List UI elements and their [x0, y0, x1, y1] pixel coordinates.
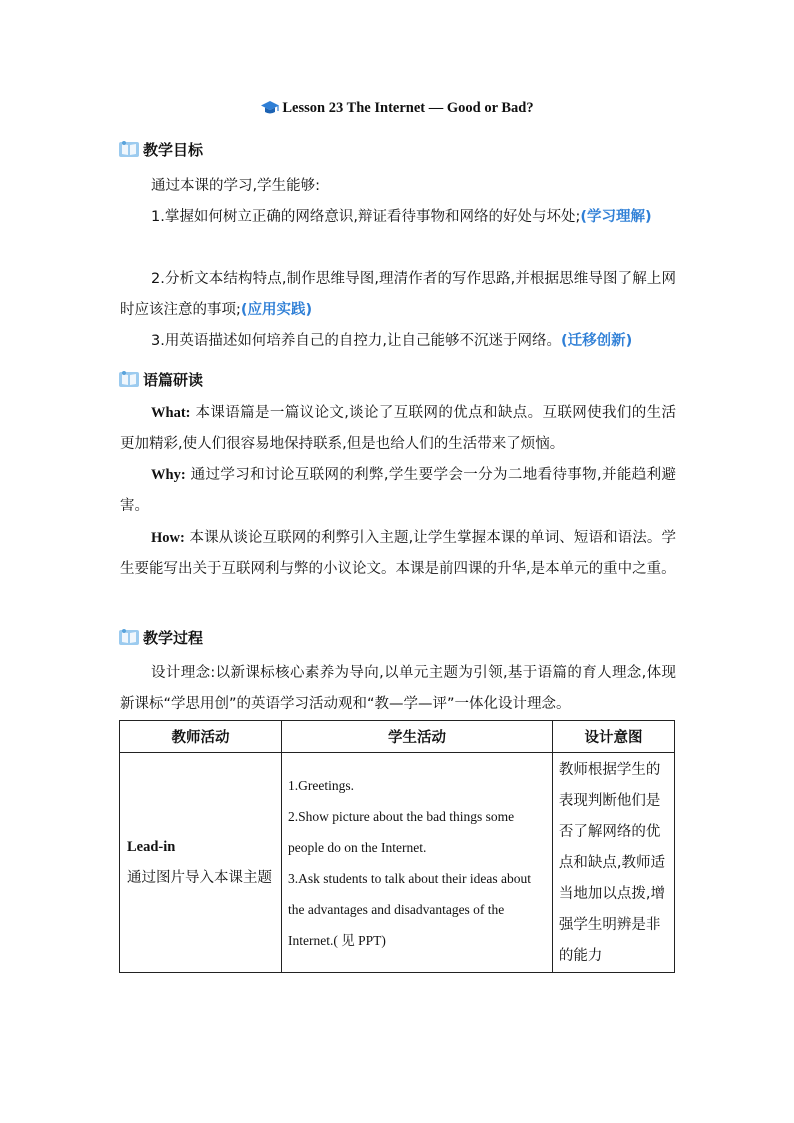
- objective-tag: (迁移创新): [560, 333, 633, 349]
- objective-tag: (应用实践): [240, 302, 313, 318]
- objectives-intro: 通过本课的学习,学生能够:: [151, 178, 320, 194]
- objective-text: 3.用英语描述如何培养自己的自控力,让自己能够不沉迷于网络。: [151, 333, 561, 349]
- analysis-what: [120, 398, 676, 460]
- process-concept: 设计理念:以新课标核心素养为导向,以单元主题为引领,基于语篇的育人理念,体现新课标“学思用创”的英语学习活动观和“教—学—评”一体化设计理念。: [120, 665, 676, 712]
- how-label: How:: [151, 530, 185, 546]
- section-header-objectives: [118, 138, 203, 160]
- design-intent-text: 教师根据学生的表现判断他们是否了解网络的优点和缺点,教师适当地加以点拨,增强学生明辨是非的能力: [558, 762, 666, 964]
- section-book-icon: [118, 628, 140, 646]
- student-activity-item: 2.Show picture about the bad things some people do on the Internet.: [288, 808, 515, 855]
- student-activity-item: 1.Greetings.: [288, 777, 354, 793]
- section-book-icon: [118, 370, 140, 388]
- lesson-title: [0, 100, 794, 117]
- section-book-icon: [118, 140, 140, 158]
- why-text: 通过学习和讨论互联网的利弊,学生要学会一分为二地看待事物,并能趋利避害。: [120, 467, 676, 514]
- table-header-teacher: 教师活动: [120, 721, 282, 753]
- table-header-student: 学生活动: [282, 721, 553, 753]
- teacher-activity-desc: 通过图片导入本课主题: [127, 869, 272, 886]
- lesson-plan-table: [119, 720, 675, 973]
- objective-text: 2.分析文本结构特点,制作思维导图,理清作者的写作思路,并根据思维导图了解上网时应该注意的事项;: [120, 271, 676, 318]
- objective-item-2: [120, 264, 676, 326]
- lesson-title-text: Lesson 23 The Internet — Good or Bad?: [282, 100, 534, 116]
- how-text: 本课从谈论互联网的利弊引入主题,让学生掌握本课的单词、短语和语法。学生要能写出关于互联网利与弊的小议论文。本课是前四课的升华,是本单元的重中之重。: [120, 530, 676, 577]
- student-activity-item: 3.Ask students to talk about their ideas about the advantages and disadvantages of the Internet.( 见 PPT): [288, 870, 531, 948]
- section-header-process: [118, 626, 203, 648]
- why-label: Why:: [151, 467, 186, 483]
- design-intent-cell: [552, 753, 674, 973]
- objective-item-1: [120, 202, 676, 233]
- what-text: 本课语篇是一篇议论文,谈论了互联网的优点和缺点。互联网使我们的生活更加精彩,使人们很容易地保持联系,但是也给人们的生活带来了烦恼。: [120, 405, 676, 452]
- table-row: [120, 753, 675, 973]
- student-activity-cell: [282, 753, 553, 973]
- section-title: 教学目标: [143, 140, 204, 159]
- section-title: 教学过程: [143, 628, 204, 647]
- section-header-analysis: [118, 368, 203, 390]
- table-header-intent: 设计意图: [552, 721, 674, 753]
- section-title: 语篇研读: [143, 370, 204, 389]
- objective-text: 1.掌握如何树立正确的网络意识,辩证看待事物和网络的好处与坏处;: [151, 209, 581, 225]
- graduation-cap-icon: [260, 100, 280, 116]
- analysis-why: [120, 460, 676, 522]
- analysis-how: [120, 523, 676, 585]
- what-label: What:: [151, 405, 191, 421]
- table-header-row: [120, 721, 675, 753]
- teacher-activity-title: Lead-in: [127, 838, 176, 855]
- objective-tag: (学习理解): [580, 209, 652, 225]
- teacher-activity-cell: [120, 753, 282, 973]
- objective-item-3: [120, 326, 676, 357]
